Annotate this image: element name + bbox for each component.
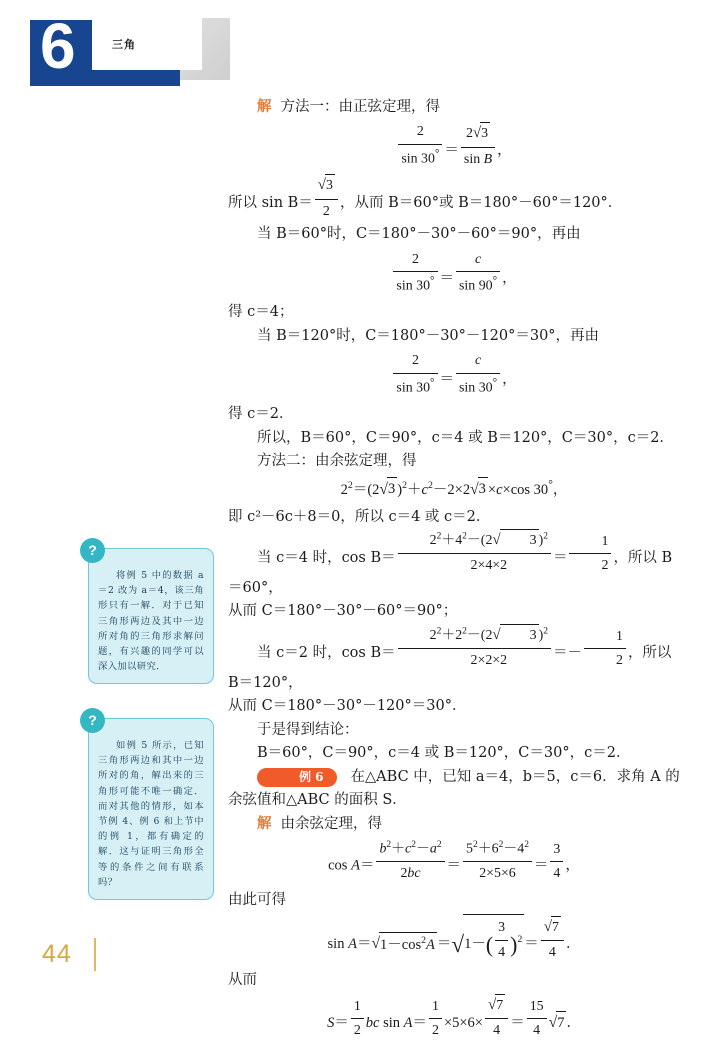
line-yushi-dedao-jielun: 于是得到结论：	[257, 721, 359, 738]
equation-area-S: S＝ $\frac{1}{2}$ bc sin A＝ $\frac{1}{2}$ ×5×6× $\frac{√7}{4}$ ＝ $\frac{15}{4}$ √7 ．	[228, 994, 680, 1042]
line-when-c-equals-2: 当 c＝2 时，cos B＝ $\frac{2^2+2^2-(2√ 3 )^2}{2\times 2\times 2}$ ＝－ $\frac{1}{2}$ ，所以 B＝120°，	[228, 624, 680, 694]
solution-marker: 解	[257, 98, 272, 115]
line-when-c2-mid: ＝－	[552, 644, 582, 661]
line-sinB-prefix: 所以 sin B＝	[228, 195, 313, 212]
margin-note-2	[88, 712, 214, 900]
solution-marker-2: 解	[257, 814, 272, 832]
line-when-B-120: 当 B＝120°时，C＝180°－30°－120°＝30°，再由	[257, 327, 600, 344]
line-sinB-suffix: ，从而 B＝60°或 B＝180°－60°＝120°．	[340, 195, 623, 212]
equation-cosine-rule-1: $2^2=(2√3$ )$^2+c^2-2\times 2√3 \times c\times\cos$ 30°，	[228, 476, 680, 502]
example-6-line	[228, 766, 680, 788]
margin-note-2-text: 如例 5 所示，已知三角形两边和其中一边所对的角，解出来的三角形可能不唯一确定．而对其他的情形，如本节例 4、例 6 和上节中的例 1，都有确定的解．这与证明三角形全等的条件之间有联系吗？	[98, 740, 204, 888]
example-6-text-continued: 余弦值和△ABC 的面积 S．	[228, 792, 407, 809]
line-congershi: 从而	[228, 971, 257, 988]
margin-note-1-text: 将例 5 中的数据 a＝2 改为 a＝4，该三角形只有一解．对于已知三角形两边及其中一边所对角的三角形求解问题，有兴趣的同学可以深入加以研究．	[98, 570, 204, 673]
main-content	[228, 96, 680, 1046]
line-conclusion-method-one: 所以，B＝60°，C＝90°，c＝4 或 B＝120°，C＝30°，c＝2．	[257, 429, 674, 446]
example-badge: 例 6	[257, 768, 337, 787]
line-when-c4-tail: ，所以 B＝60°，	[228, 549, 673, 596]
equation-sine-rule-2: $\frac{2}{\sin 30^\circ}$ ＝ $\frac{c}{\sin 90^\circ}$ ，	[228, 249, 680, 298]
method-one-heading-line	[228, 96, 680, 118]
line-get-c-equals-4: 得 c＝4；	[228, 304, 294, 321]
solution-2-heading: 由余弦定理，得	[280, 815, 382, 832]
chapter-title: 三角	[112, 39, 136, 51]
equation-sin-A: $\sin A=√1-\cos^2A =√1-$( $\frac{3}{4}$ )$^2$ ＝ $\frac{√7}{4}$ ．	[228, 914, 680, 964]
line-when-c4-prefix: 当 c＝4 时，cos B＝	[257, 549, 396, 566]
line-C-equals-90: 从而 C＝180°－30°－60°＝90°；	[228, 603, 458, 620]
page-footer	[42, 937, 72, 971]
solution-2-heading-line	[228, 813, 680, 835]
equation-sine-rule-1: $\frac{2}{\sin 30^\circ}$ ＝ $\frac{2√3}{\text{sin B}}$ ，	[228, 121, 680, 170]
chapter-number: 6	[40, 10, 74, 82]
line-C-equals-30: 从而 C＝180°－30°－120°＝30°．	[228, 698, 467, 715]
line-when-c-equals-4: 当 c＝4 时，cos B＝ $\frac{2^2+4^2-(2√ 3 )^2}{2\times 4\times 2}$ ＝ $\frac{1}{2}$ ，所以 B＝60°，	[228, 529, 680, 599]
line-get-c-equals-2: 得 c＝2．	[228, 406, 294, 423]
footer-divider	[94, 938, 96, 971]
line-when-c4-mid: ＝	[552, 549, 568, 566]
chapter-header	[30, 10, 230, 86]
line-when-B-60: 当 B＝60°时，C＝180°－30°－60°＝90°，再由	[257, 226, 581, 243]
header-white-box	[92, 14, 202, 70]
margin-note-1	[88, 542, 214, 684]
equation-sine-rule-3: $\frac{2}{\sin 30^\circ}$ ＝ $\frac{c}{\sin 30^\circ}$ ，	[228, 350, 680, 399]
equation-cos-A: cos A＝ $\frac{b^2+c^2-a^2}{2bc}$ ＝ $\frac{5^2+6^2-4^2}{2\times 5\times 6}$ ＝ $\frac{3}{4}$ ，	[328, 840, 580, 882]
line-quadratic-equation: 即 c²－6c＋8＝0，所以 c＝4 或 c＝2．	[228, 508, 491, 525]
line-final-conclusion: B＝60°，C＝90°，c＝4 或 B＝120°，C＝30°，c＝2．	[257, 745, 631, 762]
question-mark-icon: ?	[80, 538, 105, 563]
method-two-heading: 方法二：由余弦定理，得	[257, 453, 417, 470]
page-number: 44	[42, 940, 72, 968]
line-when-c2-prefix: 当 c＝2 时，cos B＝	[257, 644, 396, 661]
example-6-text: 在△ABC 中，已知 a＝4，b＝5，c＝6．求角 A 的	[350, 768, 680, 785]
question-mark-icon: ?	[80, 708, 105, 733]
method-one-heading: 方法一：由正弦定理，得	[280, 99, 440, 115]
line-youci-kede: 由此可得	[228, 891, 286, 908]
line-when-c2-tail: ，所以 B＝120°，	[228, 644, 672, 691]
line-sinB-value: 所以 sin B＝ $\frac{√3}{2}$ ，从而 B＝60°或 B＝180°－60°＝120°．	[228, 174, 680, 222]
